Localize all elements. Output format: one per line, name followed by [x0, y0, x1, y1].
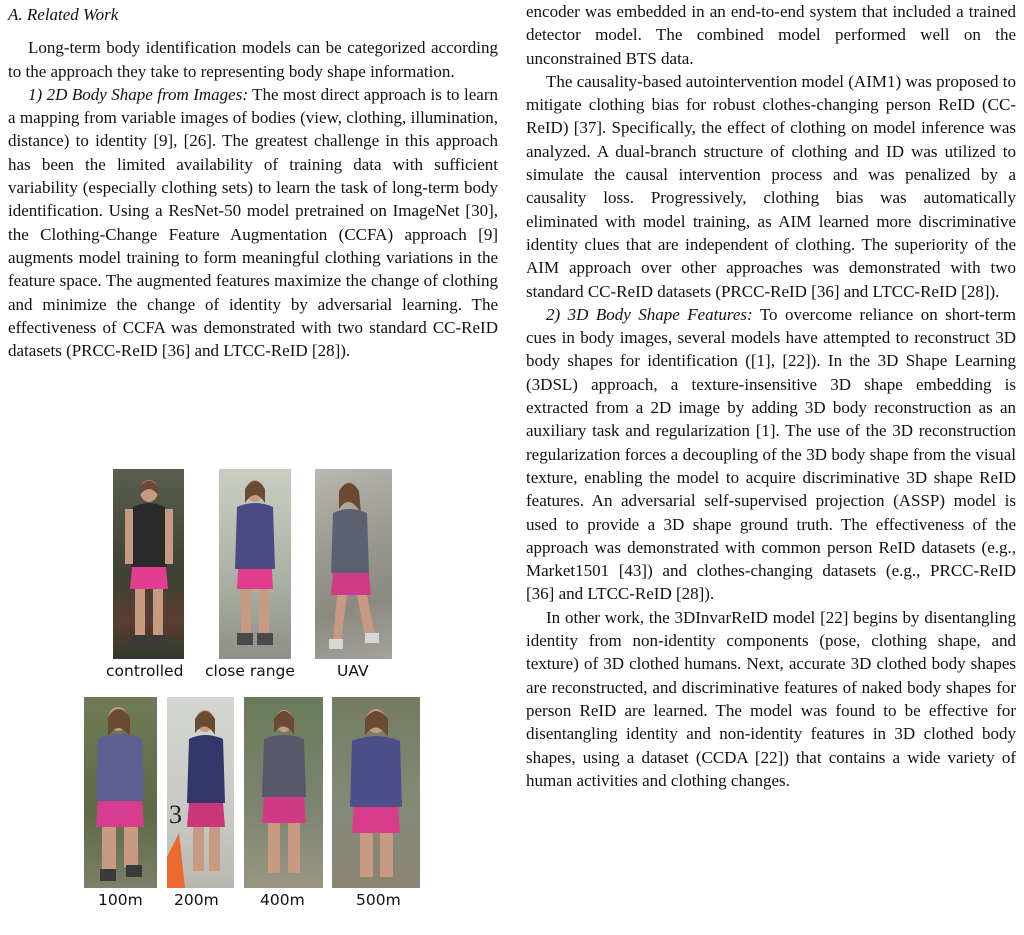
photo-500m	[332, 697, 420, 888]
caption-close-range: close range	[205, 662, 295, 680]
subsection-heading-3d: 2) 3D Body Shape Features:	[546, 304, 753, 324]
photo-uav	[315, 469, 392, 659]
photo-200m	[167, 697, 234, 888]
photo-controlled	[113, 469, 184, 659]
left-column	[8, 0, 498, 362]
svg-text:3: 3	[169, 800, 182, 829]
caption-uav: UAV	[337, 662, 369, 680]
subsection-heading-2d: 1) 2D Body Shape from Images:	[28, 84, 248, 104]
left-paragraph-2	[8, 83, 498, 363]
right-paragraph-4: In other work, the 3DInvarReID model [22] begins by disentangling identity from non-identity components (pose, clothing shape, and texture) of 3D clothed humans. Next, accurate 3D clothed body shapes are reconstructed, and discriminative features of naked body shapes for person ReID are learned. The model was found to be effective for disentangling identity and non-identity features in 3D clothed body shapes, using a dataset (CCDA [22]) that contains a wide variety of human activities and clothing changes.	[526, 607, 1016, 790]
subsection-text-2d: The most direct approach is to learn a mapping from variable images of bodies (view, clothing, illumination, distance) to identity [9], [26]. The greatest challenge in this approach has been the limited availability of training data with sufficient variability (especially clothing sets) to learn the task of long-term body identification. Using a ResNet-50 model pretrained on ImageNet [30], the Clothing-Change Feature Augmentation (CCFA) approach [9] augments model training to form meaningful clothing variations in the feature space. The augmented features maximize the change of clothing and minimize the change of identity by adversarial learning. The effectiveness of CCFA was demonstrated with two standard CC-ReID datasets (PRCC-ReID [36] and LTCC-ReID [28]).	[8, 84, 498, 361]
caption-500m: 500m	[356, 891, 401, 909]
left-paragraph-1: Long-term body identification models can be categorized according to the approach they take to representing body shape information.	[8, 38, 498, 81]
photo-close-range	[219, 469, 291, 659]
caption-100m: 100m	[98, 891, 143, 909]
caption-200m: 200m	[174, 891, 219, 909]
photo-400m	[244, 697, 323, 888]
right-paragraph-3	[526, 303, 1016, 606]
photo-100m	[84, 697, 157, 888]
subsection-text-3d: To overcome reliance on short-term cues in body images, several models have attempted to reconstruct 3D body shapes for identification ([1], [22]). In the 3D Shape Learning (3DSL) approach, a texture-insensitive 3D shape embedding is extracted from a 2D image by adding 3D body reconstruction as an auxiliary task and regularization [1]. The use of the 3D reconstruction regularization forces a decoupling of the 3D body shape from the visual texture, enabling the model to acquire discriminative 3D shape ReID features. An adversarial self-supervised projection (ASSP) model is used to provide a 3D shape ground truth. The effectiveness of the approach was demonstrated with common person ReID datasets (e.g., Market1501 [43]) and clothes-changing datasets (e.g., PRCC-ReID [36] and LTCC-ReID [28]).	[526, 304, 1016, 604]
section-heading: A. Related Work	[8, 5, 119, 24]
right-paragraph-2: The causality-based autointervention model (AIM1) was proposed to mitigate clothing bias for robust clothes-changing person ReID (CC-ReID) [37]. Specifically, the effect of clothing on model inference was analyzed. A dual-branch structure of clothing and ID was utilized to simulate the causal intervention process and was penalized by a causality loss. Progressively, clothing bias was automatically eliminated with model training, as AIM learned more discriminative identity clues that are independent of clothing. The superiority of the AIM approach over other approaches was demonstrated with two standard CC-ReID datasets (PRCC-ReID [36] and LTCC-ReID [28]).	[526, 71, 1016, 301]
caption-400m: 400m	[260, 891, 305, 909]
right-column	[526, 0, 1016, 792]
right-paragraph-1: encoder was embedded in an end-to-end system that included a trained detector model. The combined model performed well on the unconstrained BTS data.	[526, 2, 1016, 68]
caption-controlled: controlled	[106, 662, 184, 680]
